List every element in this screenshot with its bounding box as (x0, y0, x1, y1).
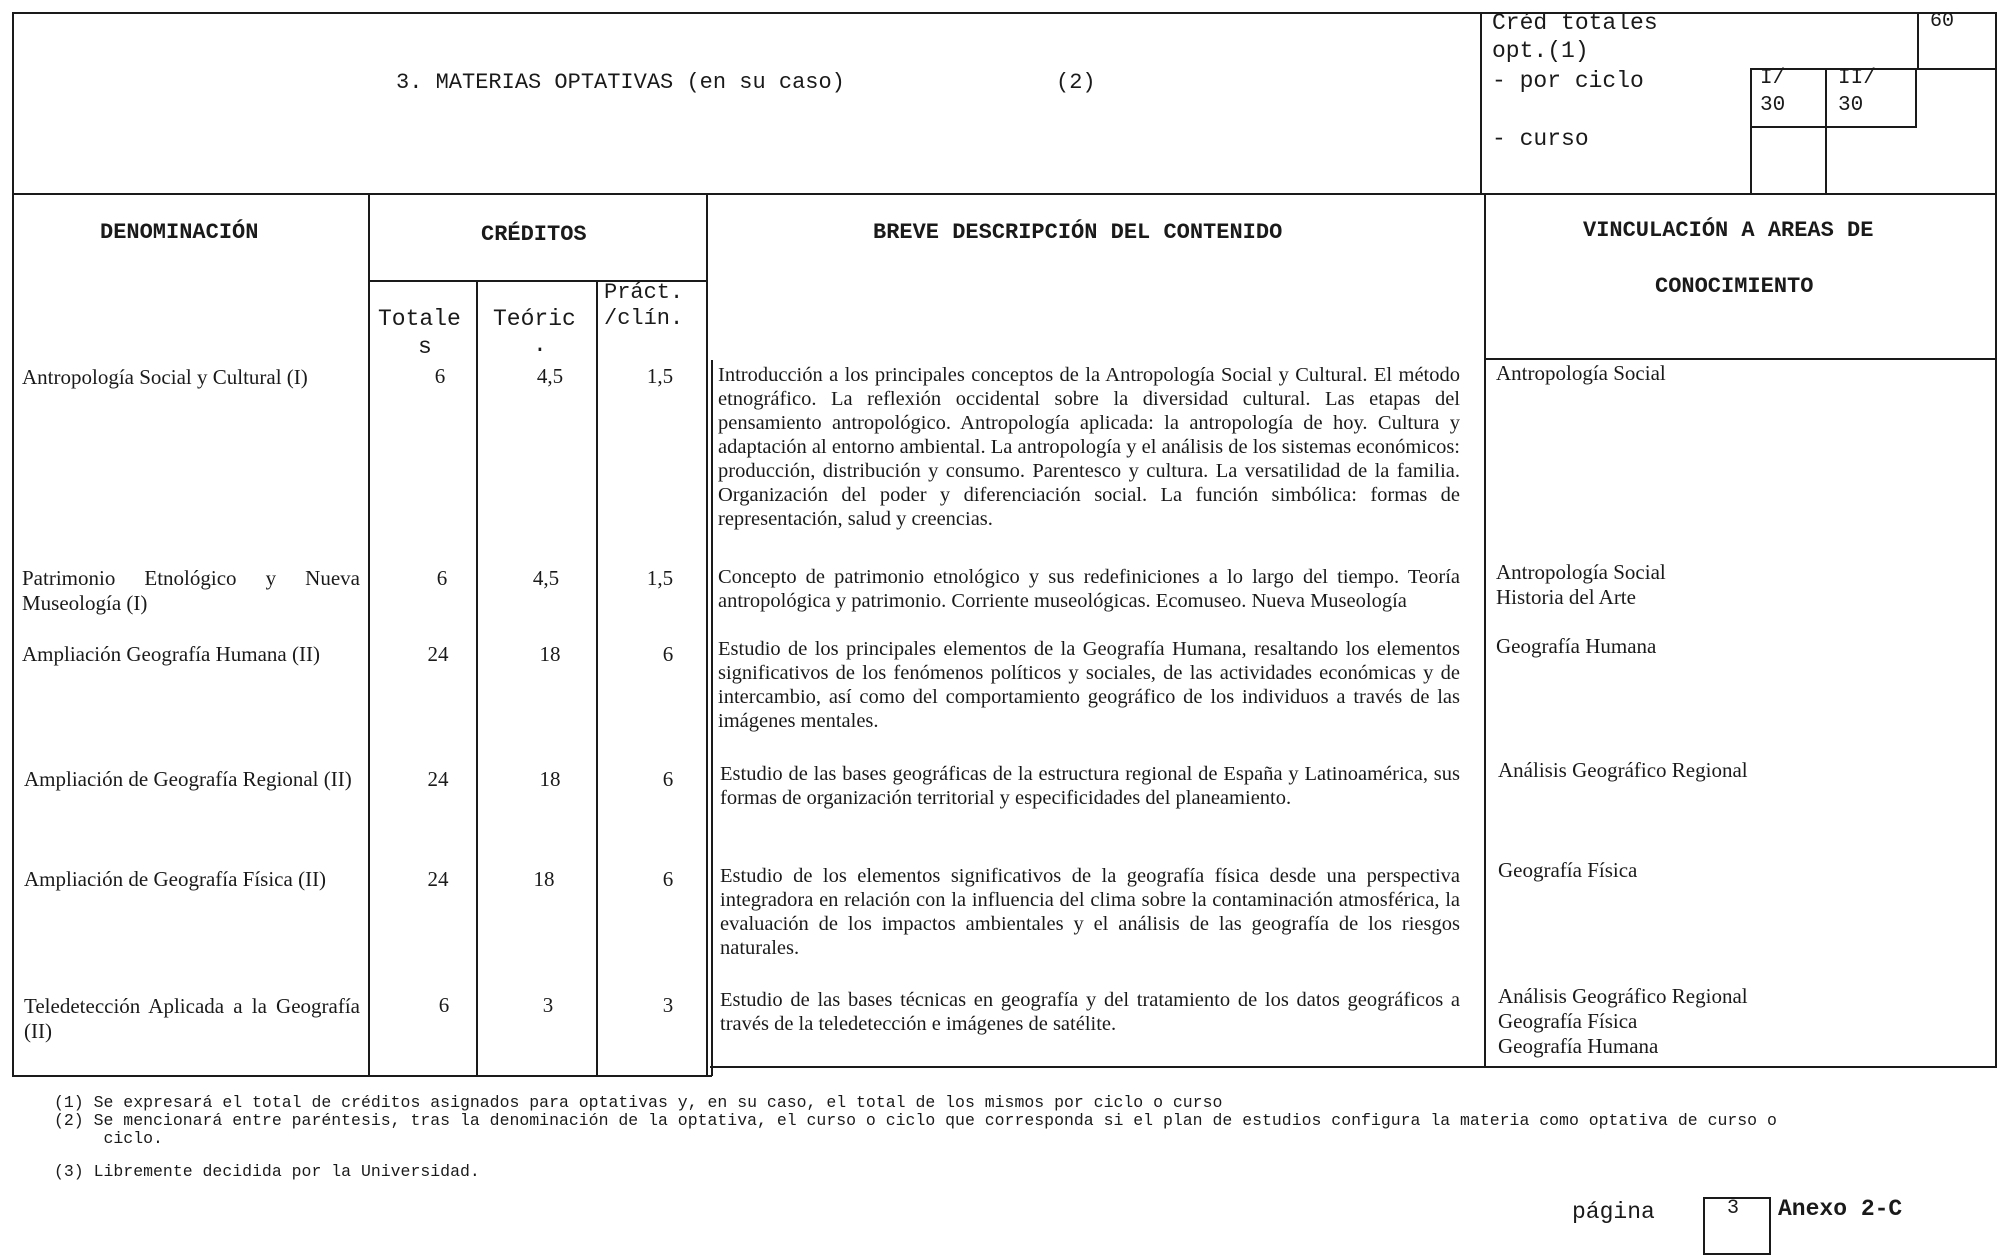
subject-name: Ampliación de Geografía Regional (II) (24, 767, 352, 791)
column-header-totales-cont: s (418, 334, 432, 360)
knowledge-area: Geografía Humana (1498, 1034, 1659, 1058)
column-header-descripcion: BREVE DESCRIPCIÓN DEL CONTENIDO (873, 220, 1283, 245)
credits-totales: 24 (427, 867, 449, 891)
knowledge-area: Geografía Física (1498, 858, 1638, 882)
knowledge-area: Historia del Arte (1496, 585, 1636, 609)
footnote-2-cont: ciclo. (54, 1129, 163, 1148)
knowledge-area: Antropología Social (1496, 560, 1666, 584)
subject-name-cont: (II) (24, 1019, 52, 1043)
knowledge-area: Geografía Humana (1496, 634, 1657, 658)
subject-name: Teledetección Aplicada a la Geografía (24, 994, 360, 1018)
subject-name: Ampliación Geografía Humana (II) (22, 642, 320, 666)
credits-teoricos: 18 (539, 767, 561, 791)
credits-practicos: 3 (662, 993, 674, 1017)
page-label: página (1572, 1199, 1655, 1225)
credits-teoricos: 18 (533, 867, 555, 891)
title-note-ref: (2) (1056, 70, 1096, 95)
credits-practicos: 1,5 (646, 566, 674, 590)
credits-totales: 6 (438, 993, 450, 1017)
subject-description: Concepto de patrimonio etnológico y sus redefiniciones a lo largo del tiempo. Teoría antropológica y patrimonio. Corriente museológicas. Ecomuseo. Nueva Museología (718, 566, 1460, 612)
footnote-3: (3) Libremente decidida por la Universidad. (54, 1162, 480, 1181)
credits-teoricos: 3 (542, 993, 554, 1017)
page-title: 3. MATERIAS OPTATIVAS (en su caso) (396, 70, 845, 95)
column-header-teoricos: Teóric (493, 306, 576, 332)
column-header-vinculacion: VINCULACIÓN A AREAS DE (1583, 218, 1874, 243)
subject-name-cont: Museología (I) (22, 591, 148, 615)
ciclo-2-value: 30 (1838, 94, 1864, 117)
column-header-totales: Totale (378, 306, 461, 332)
por-ciclo-label: - por ciclo (1492, 68, 1644, 94)
footnote-1: (1) Se expresará el total de créditos asignados para optativas y, en su caso, el total de los mismos por ciclo o curso (54, 1093, 1223, 1112)
credits-practicos: 6 (662, 867, 674, 891)
knowledge-area: Análisis Geográfico Regional (1498, 984, 1748, 1008)
knowledge-area: Geografía Física (1498, 1009, 1638, 1033)
credits-teoricos: 18 (539, 642, 561, 666)
column-header-practicos-cont: /clín. (604, 306, 684, 331)
ciclo-1-value: 30 (1760, 94, 1786, 117)
ciclo-2-label: II/ (1838, 67, 1876, 90)
cred-totales-opt: opt.(1) (1492, 38, 1589, 64)
curso-label: - curso (1492, 126, 1589, 152)
subject-description: Introducción a los principales conceptos de la Antropología Social y Cultural. El método etnográfico. La reflexión occidental sobre la diversidad cultural. Las etapas del pensamiento antropológico. Antropología aplicada: la antropología de hoy. Cultura y adaptación al entorno ambiental. La antropología y el análisis de los sistemas económicos: producción, distribución y consumo. Parentesco y cultura. La versatilidad de la familia. Organización del poder y diferenciación social. La función simbólica: formas de representación, salud y creencias. (718, 364, 1460, 530)
column-header-teoricos-cont: . (533, 332, 547, 358)
subject-description: Estudio de las bases técnicas en geografía y del tratamiento de los datos geográficos a través de la teledetección e imágenes de satélite. (720, 989, 1460, 1035)
subject-name: Ampliación de Geografía Física (II) (24, 867, 327, 891)
annex-label: Anexo 2-C (1778, 1196, 1903, 1222)
page-number-box (1703, 1197, 1771, 1255)
subject-description: Estudio de los elementos significativos de la geografía física desde una perspectiva integradora en relación con la influencia del clima sobre la contaminación atmosférica, la evaluación de los impactos ambientales y el análisis de las geografía de los riesgos naturales. (720, 865, 1460, 959)
column-header-practicos: Práct. (604, 280, 684, 305)
ciclo-1-label: I/ (1760, 67, 1786, 90)
credits-totales: 24 (427, 642, 449, 666)
knowledge-area: Antropología Social (1496, 361, 1666, 385)
credits-totales: 6 (436, 566, 448, 590)
knowledge-area: Análisis Geográfico Regional (1498, 758, 1748, 782)
credits-practicos: 6 (662, 767, 674, 791)
credits-teoricos: 4,5 (536, 364, 564, 388)
subject-name: Patrimonio Etnológico y Nueva (22, 566, 360, 590)
credits-practicos: 6 (662, 642, 674, 666)
column-header-conocimiento: CONOCIMIENTO (1655, 274, 1814, 299)
subject-description: Estudio de las bases geográficas de la estructura regional de España y Latinoamérica, sus formas de organización territorial y especificidades del planeamiento. (720, 763, 1460, 809)
subject-description: Estudio de los principales elementos de la Geografía Humana, resaltando los elementos significativos de los fenómenos políticos y sociales, de las actividades económicas y de intercambio, así como del comportamiento geográfico de los individuos a través de las imágenes mentales. (718, 638, 1460, 732)
page-number: 3 (1727, 1197, 1740, 1220)
column-header-denominacion: DENOMINACIÓN (100, 220, 259, 245)
credits-practicos: 1,5 (646, 364, 674, 388)
cred-total-value: 60 (1930, 10, 1955, 33)
subject-name: Antropología Social y Cultural (I) (22, 365, 308, 389)
cred-totales-label: Créd totales (1492, 10, 1658, 36)
footnote-2: (2) Se mencionará entre paréntesis, tras la denominación de la optativa, el curso o ciclo que corresponda si el plan de estudios configura la materia como optativa de curso o (54, 1111, 1777, 1130)
credits-totales: 6 (434, 364, 446, 388)
credits-totales: 24 (427, 767, 449, 791)
credits-teoricos: 4,5 (532, 566, 560, 590)
column-header-creditos: CRÉDITOS (481, 222, 587, 247)
